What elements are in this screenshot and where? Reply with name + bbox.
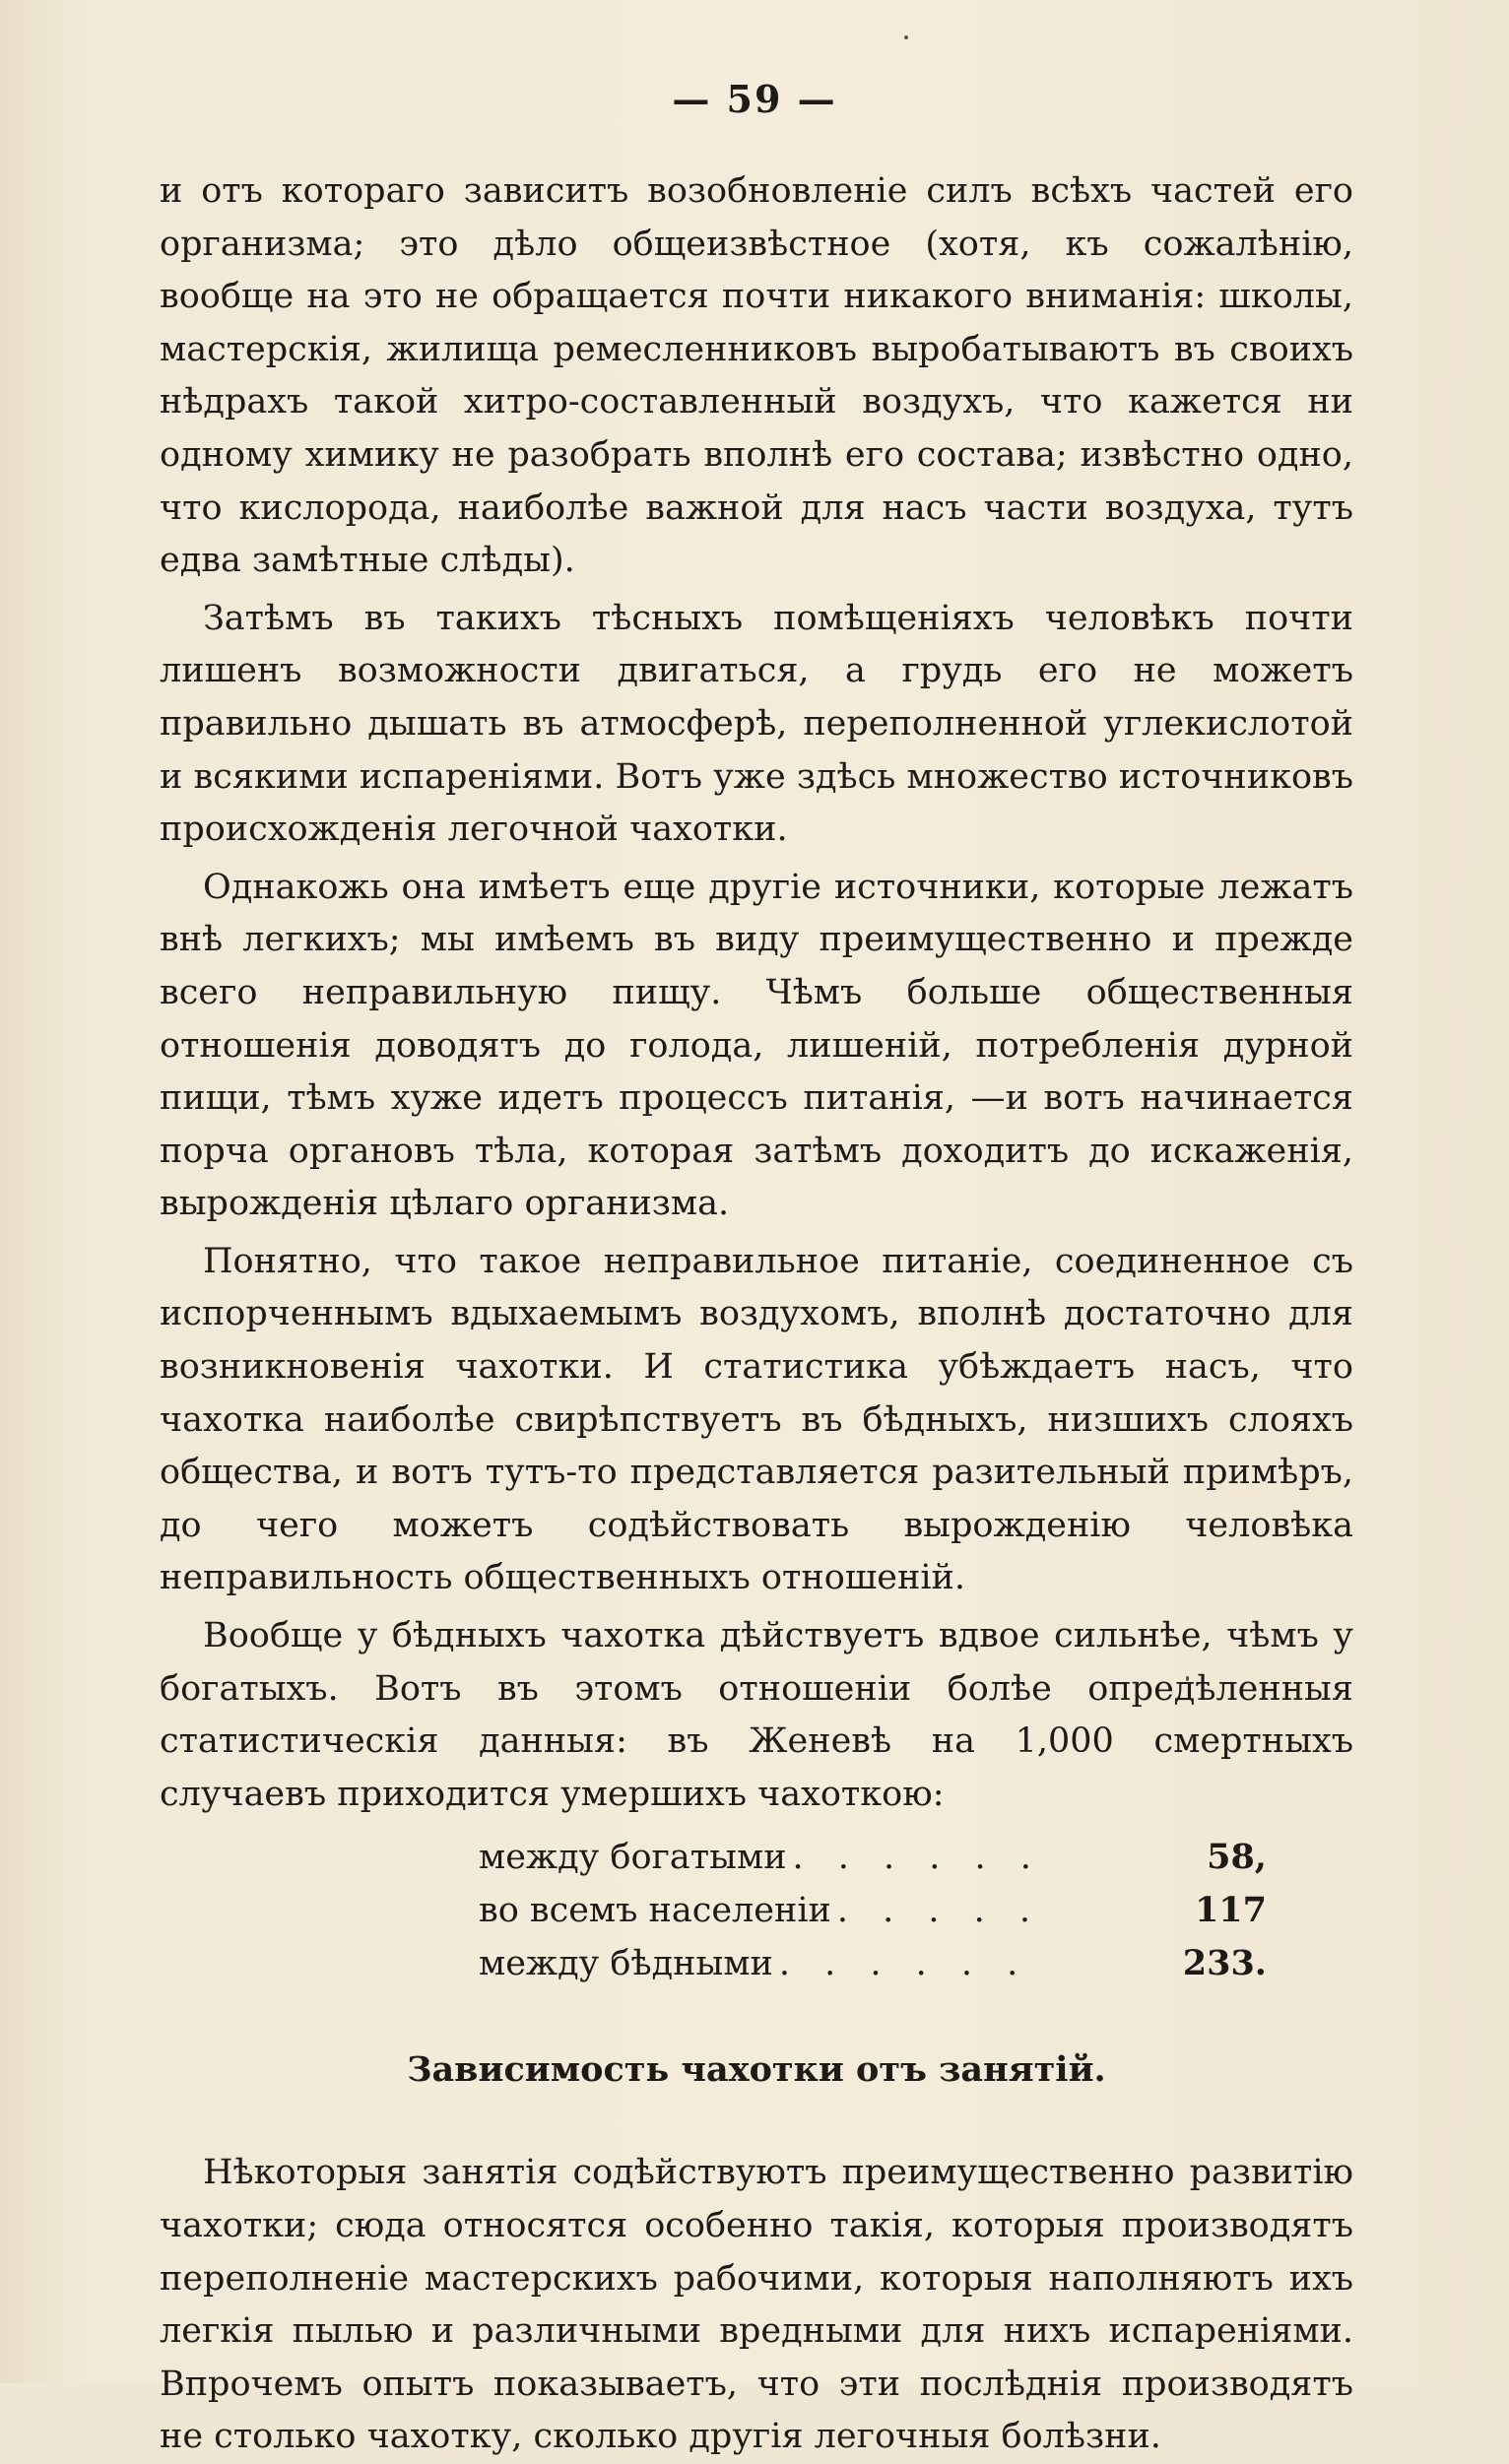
paragraph: Нѣкоторыя занятія содѣйствуютъ преимущественно развитію чахотки; сюда относятся особенно такія, которыя производятъ переполненіе мастерскихъ рабочими, которыя наполняютъ ихъ легкія пылью и различными вредными для нихъ испареніями. Впрочемъ опытъ показываетъ, что эти послѣднія производятъ не столько чахотку, сколько другія легочныя болѣзни. [160,2153,1353,2457]
stat-row [479,1884,1267,1937]
mortality-statistics [479,1831,1267,1990]
paragraph: Затѣмъ въ такихъ тѣсныхъ помѣщеніяхъ человѣкъ почти лишенъ возможности двигаться, а грудь его не можетъ правильно дышать въ атмосферѣ, переполненной углекислотой и всякими испареніями. Вотъ уже здѣсь множество источниковъ происхожденія легочной чахотки. [160,598,1353,850]
stat-row [479,1937,1267,1990]
stat-leader-dots: . . . . . . [792,1838,1043,1878]
ink-speck [904,35,908,39]
stat-label: между богатыми [479,1838,787,1878]
stat-value: 58, [1207,1837,1267,1878]
paragraph: Однакожь она имѣетъ еще другіе источники, которые лежатъ внѣ легкихъ; мы имѣемъ въ виду преимущественно и прежде всего неправильную пищу. Чѣмъ больше общественныя отношенія доводятъ до голода, лишеній, потребленія дурной пищи, тѣмъ хуже идетъ процессъ питанія, —и вотъ начинается порча органовъ тѣла, которая затѣмъ доходитъ до искаженія, вырожденія цѣлаго организма. [160,867,1353,1224]
page-number: — 59 — [672,77,837,121]
stat-row [479,1831,1267,1884]
stat-value: 233. [1182,1943,1267,1984]
paragraph: Понятно, что такое неправильное питаніе, соединенное съ испорченнымъ вдыхаемымъ воздухомъ, вполнѣ достаточно для возникновенія чахотки. И статистика убѣждаетъ насъ, что чахотка наиболѣе свирѣпствуетъ въ бѣдныхъ, низшихъ слояхъ общества, и вотъ тутъ-то представляется разительный примѣръ, до чего можетъ содѣйствовать вырожденію человѣка неправильность общественныхъ отношеній. [160,1241,1353,1598]
paragraph: Вообще у бѣдныхъ чахотка дѣйствуетъ вдвое сильнѣе, чѣмъ у богатыхъ. Вотъ въ этомъ отношеніи болѣе опредѣленныя статистическія данныя: въ Женевѣ на 1,000 смертныхъ случаевъ приходится умершихъ чахоткою: [160,1616,1353,1814]
stat-label: во всемъ населеніи [479,1891,831,1931]
section-heading: Зависимость чахотки отъ занятій. [407,2049,1106,2091]
stat-label: между бѣдными [479,1944,773,1984]
body-text [160,165,1353,2464]
stat-leader-dots: . . . . . [836,1891,1042,1931]
paragraph: и отъ котораго зависитъ возобновленіе силъ всѣхъ частей его организма; это дѣло общеизвѣстное (хотя, къ сожалѣнію, вообще на это не обращается почти никакого вниманія: школы, мастерскія, жилища ремесленниковъ выробатываютъ въ своихъ нѣдрахъ такой хитро-составленный воздухъ, что кажется ни одному химику не разобрать вполнѣ его состава; извѣстно одно, что кислорода, наиболѣе важной для насъ части воздуха, тутъ едва замѣтные слѣды). [160,171,1353,581]
stat-leader-dots: . . . . . . [778,1944,1030,1984]
stat-value: 117 [1194,1890,1267,1931]
